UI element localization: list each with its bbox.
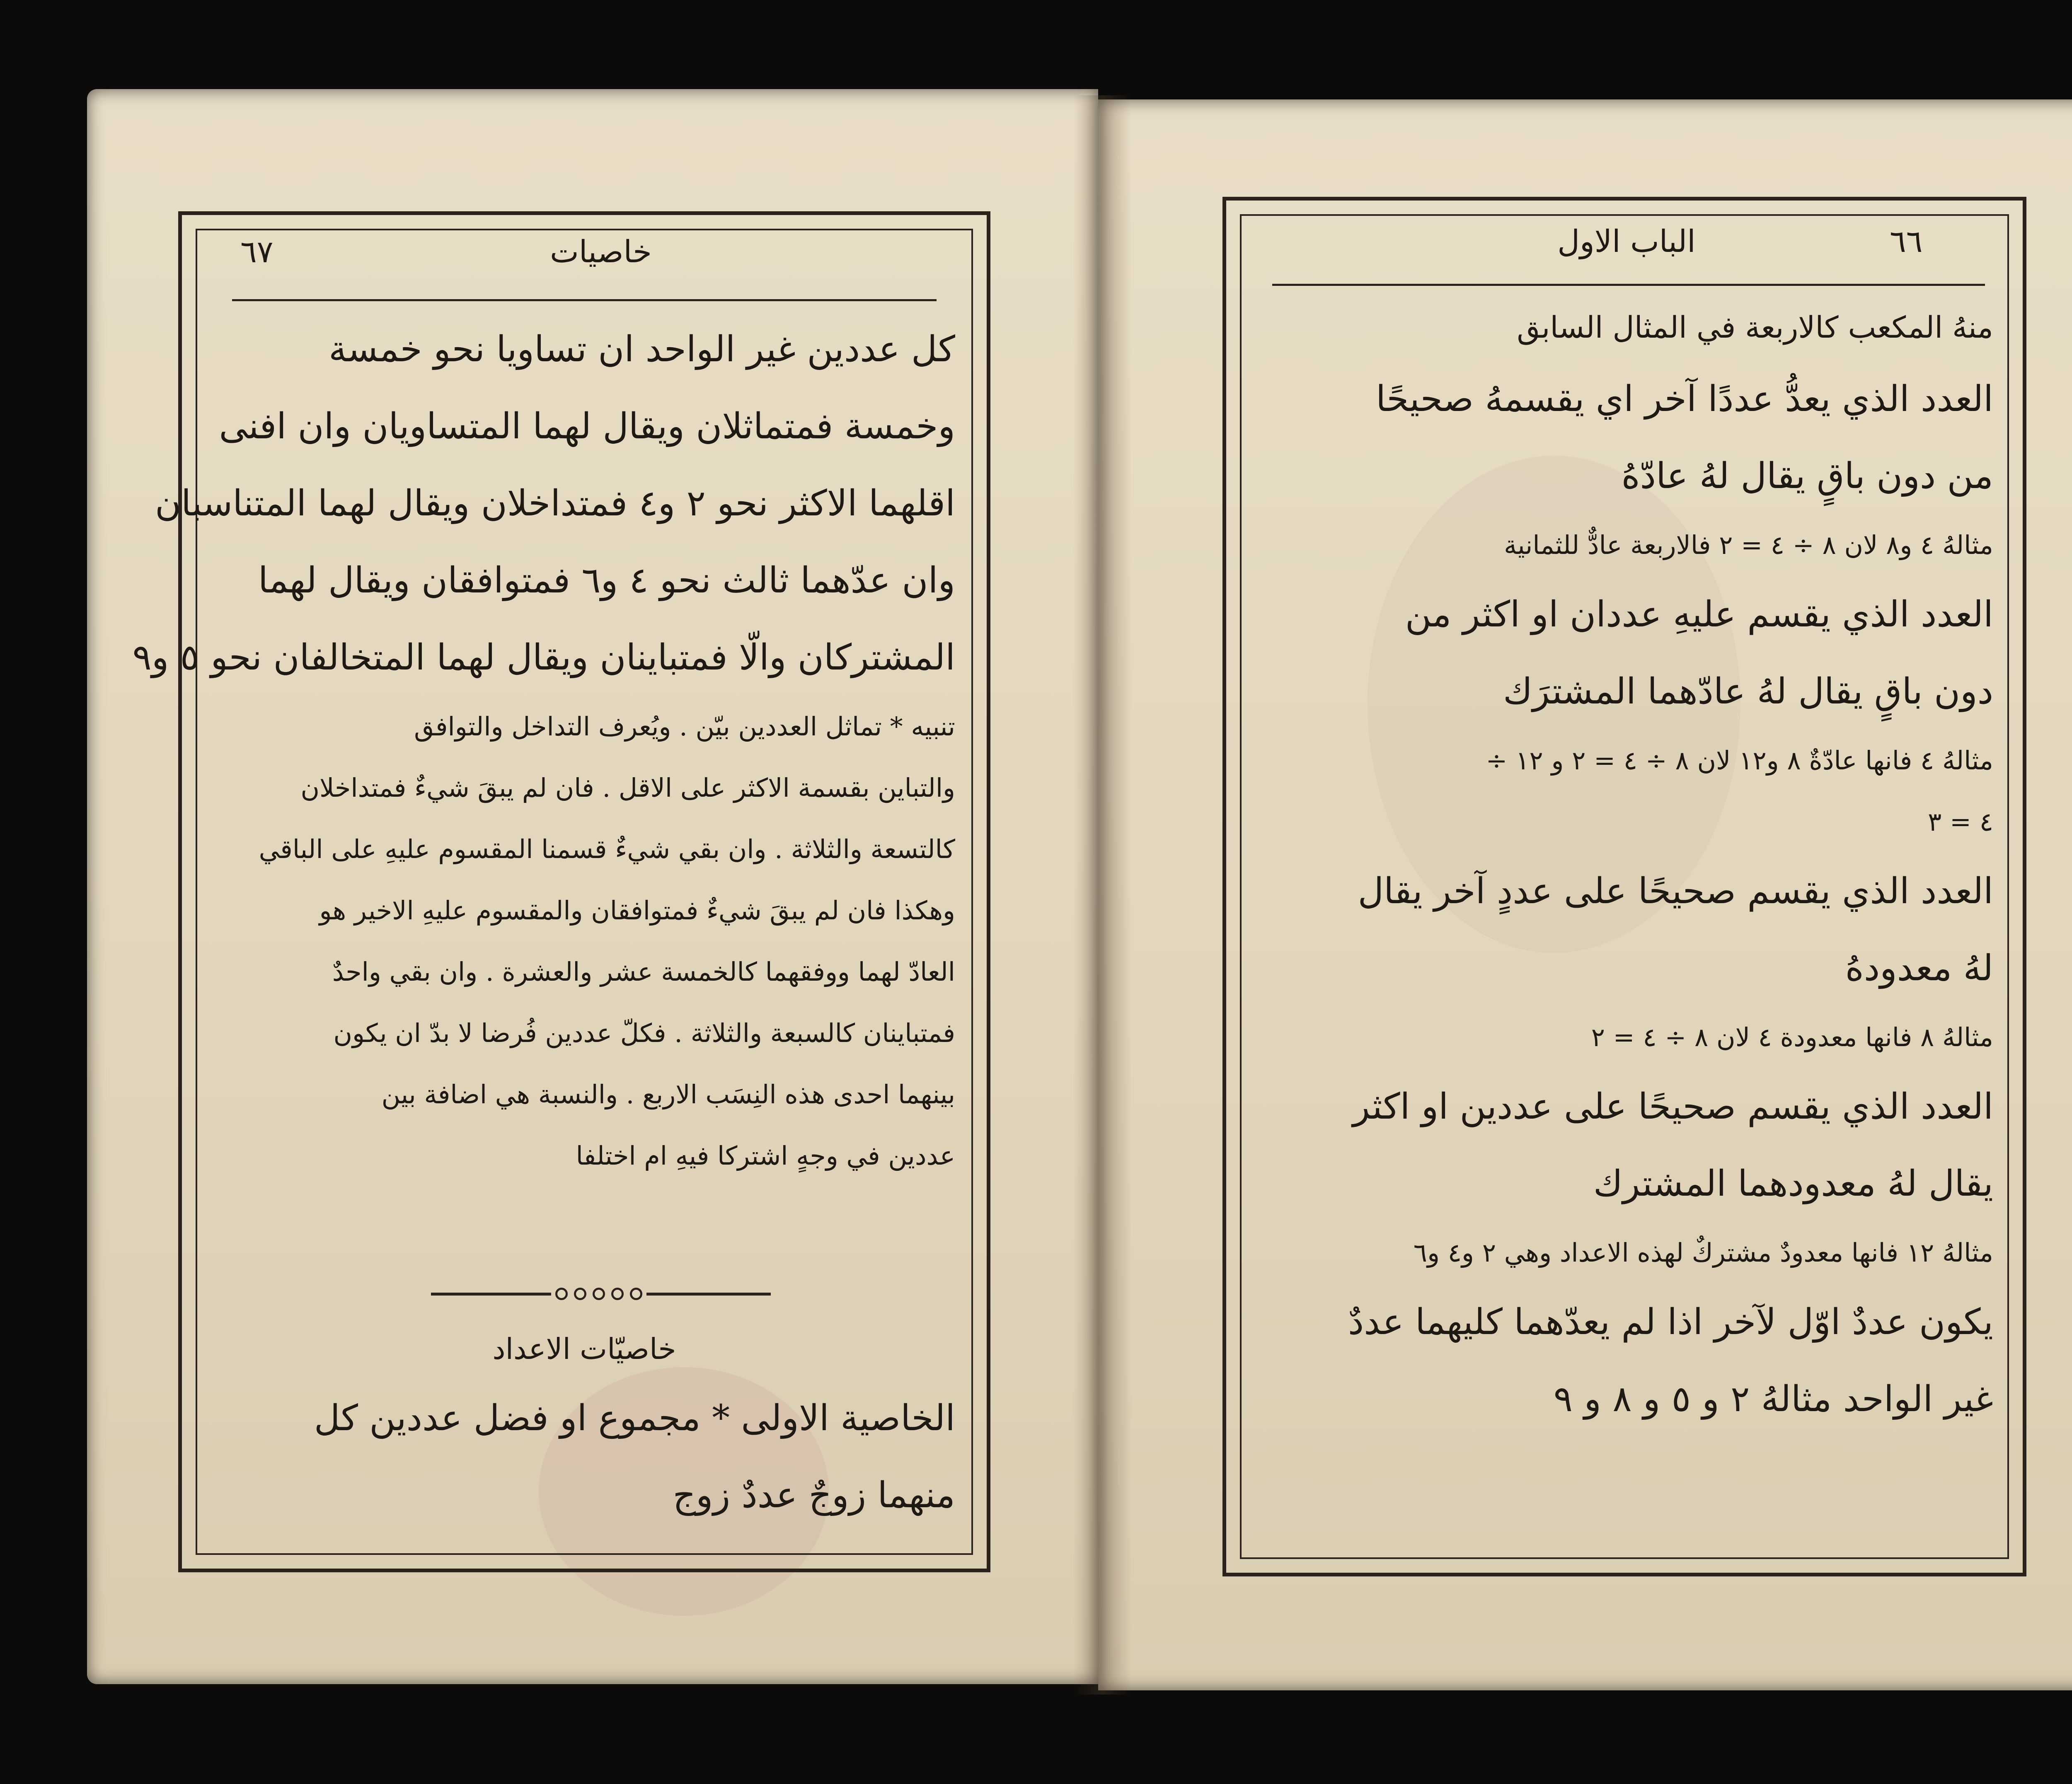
section-title: خاصيّات الاعداد: [492, 1332, 676, 1366]
left-bottom-text: [222, 1380, 955, 1534]
text-line: مثالهُ ١٢ فانها معدودٌ مشتركٌ لهذه الاعداد وهي ٢ و٤ و٦: [1413, 1238, 1993, 1268]
text-line: العدد الذي يقسم صحيحًا على عددٍ آخر يقال: [1358, 870, 1993, 912]
text-line: يقال لهُ معدودهما المشترك: [1593, 1163, 1993, 1204]
text-line: كل عددين غير الواحد ان تساويا نحو خمسة: [329, 329, 955, 370]
right-page-number: ٦٦: [1890, 224, 1923, 259]
text-line: مثالهُ ٤ و٨ لان ٨ ÷ ٤ = ٢ فالاربعة عادٌّ للثمانية: [1504, 530, 1993, 560]
text-line: لهُ معدودهُ: [1845, 948, 1993, 989]
text-line: فمتباينان كالسبعة والثلاثة . فكلّ عددين فُرضا لا بدّ ان يكون: [333, 1018, 955, 1048]
left-running-head: خاصيات: [550, 234, 652, 270]
text-line: العدد الذي يقسم عليهِ عددان او اكثر من: [1405, 594, 1993, 635]
text-line: غير الواحد مثالهُ ٢ و ٥ و ٨ و ٩: [1553, 1378, 1993, 1420]
text-line: وهكذا فان لم يبقَ شيءٌ فمتوافقان والمقسوم عليهِ الاخير هو: [319, 895, 955, 926]
text-line: مثالهُ ٨ فانها معدودة ٤ لان ٨ ÷ ٤ = ٢: [1591, 1022, 1993, 1052]
text-line: كالتسعة والثلاثة . وان بقي شيءٌ قسمنا المقسوم عليهِ على الباقي: [259, 834, 955, 864]
right-head-rule: [1272, 284, 1985, 286]
left-body-text: [132, 311, 955, 1187]
text-line: دون باقٍ يقال لهُ عادّهما المشترَك: [1503, 671, 1993, 712]
left-head-rule: [232, 299, 937, 301]
text-line: وخمسة فمتماثلان ويقال لهما المتساويان وان افنى: [219, 406, 955, 447]
text-line: الخاصية الاولى * مجموع او فضل عددين كل: [314, 1397, 955, 1439]
text-line: منهما زوجٌ عددٌ زوج: [673, 1475, 955, 1516]
text-line: بينهما احدى هذه النِسَب الاربع . والنسبة هي اضافة بين: [381, 1079, 955, 1110]
text-line: منهُ المكعب كالاربعة في المثال السابق: [1517, 310, 1993, 345]
right-running-head: الباب الاول: [1557, 224, 1696, 259]
text-line: العادّ لهما ووفقهما كالخمسة عشر والعشرة . وان بقي واحدٌ: [332, 957, 955, 987]
book-gutter: [1073, 95, 1131, 1695]
text-line: ٤ = ٣: [1928, 807, 1993, 837]
text-line: من دون باقٍ يقال لهُ عادّهُ: [1621, 455, 1993, 497]
text-line: اقلهما الاكثر نحو ٢ و٤ فمتداخلان ويقال لهما المتناسبان: [155, 483, 955, 524]
text-line: والتباين بقسمة الاكثر على الاقل . فان لم يبقَ شيءٌ فمتداخلان: [300, 773, 955, 803]
section-ornament: [431, 1288, 771, 1300]
text-line: تنبيه * تماثل العددين بيّن . ويُعرف التداخل والتوافق: [414, 711, 955, 742]
text-line: العدد الذي يقسم صحيحًا على عددين او اكثر: [1353, 1086, 1993, 1127]
text-line: عددين في وجهٍ اشتركا فيهِ ام اختلفا: [576, 1141, 955, 1171]
left-page-number: ٦٧: [240, 234, 274, 270]
text-line: العدد الذي يعدُّ عددًا آخر اي يقسمهُ صحيحًا: [1375, 378, 1993, 420]
text-line: المشتركان والّا فمتباينان ويقال لهما المتخالفان نحو ٥ و٩: [132, 637, 955, 678]
text-line: مثالهُ ٤ فانها عادّةٌ ٨ و١٢ لان ٨ ÷ ٤ = ٢ و ١٢ ÷: [1486, 745, 1993, 776]
text-line: وان عدّهما ثالث نحو ٤ و٦ فمتوافقان ويقال لهما: [258, 560, 955, 601]
text-line: يكون عددٌ اوّل لآخر اذا لم يعدّهما كليهما عددٌ: [1348, 1301, 1993, 1343]
right-body-text: [1260, 294, 1993, 1438]
